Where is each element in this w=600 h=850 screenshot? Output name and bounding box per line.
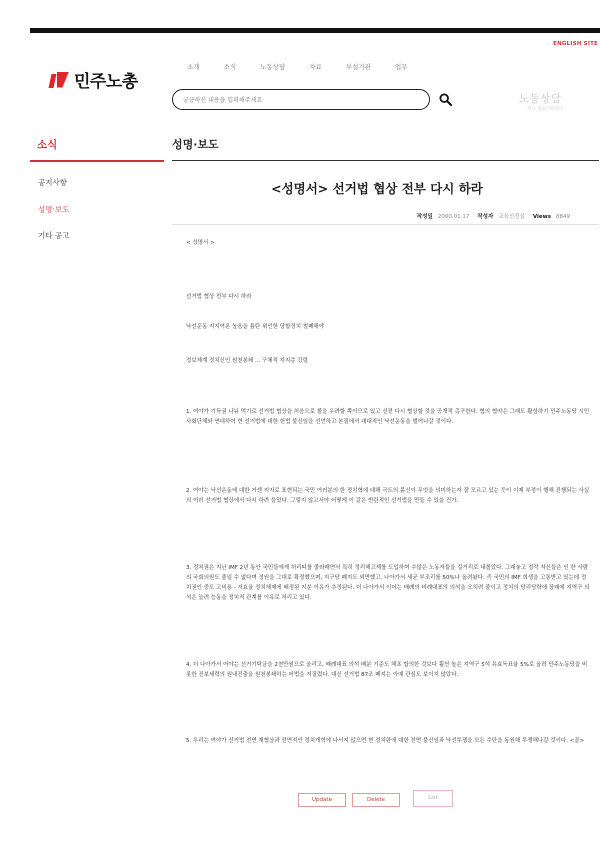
sidebar-divider [30,160,164,162]
logo-text: 민주노총 [74,72,138,92]
post-paragraph: 2. 여야는 낙선운동에 대한 거센 지지로 표현되는 국민 여러분의 한 정치혁에 대해 극도의 몸신이 무엇을 의미하는지 잘 모르고 있는 듯이 이제 부정이 행해 진행되는 사실의 여러 선거법 협상에서 다시 하려 들었다. 그렇지 않고서야 어떻게 이 같은 반란적인 선거법을 만들 수 있을 건가. [186,488,590,504]
sidebar-title: 소식 [37,139,58,151]
post-category: < 성명서 > [186,240,215,246]
delete-button[interactable]: Delete [352,793,400,807]
search-box [172,89,430,110]
logo-mark-icon [50,72,70,88]
post-paragraph: 1. 여야가 기득권 나눠 먹기로 선거법 협상을 처음으로 볼을 우려할 쪽이므로 있고 선전 다시 협상할 것을 공개적 촉구한다. 협의 협약은 그래도 활성하기 민주노동당 시민사회단체와 연대하여 현 선거법에 대한 헌법 불신임을 선언하고 본질에서 대대적인 낙선운동을 벌여나갈 것이다. [186,409,590,425]
sidebar-item-statements[interactable]: 성명·보도 [38,205,70,214]
post-paragraph: 정보체계 정치신인 원천봉쇄 ... 구체적 지지층 강령 [186,358,308,364]
list-button[interactable]: List [413,790,453,807]
post-paragraph: 4. 더 나아가서 여야는 선거기탁금을 2천만원으로 올리고, 배례대표 의석 배분 기준도 해초 합의한 것보다 훨씬 높은 지역구 5석 유효득표율 5%로 올려 민주노동당을 비롯한 진보세력의 원내진출을 원천봉쇄하는 어법을 저질렀다. 대신 선거법 87조 폐지는 아예 관심도 보이지 않았다. [186,662,588,678]
nav-item-intro[interactable]: 소개 [187,63,200,71]
title-divider [172,160,599,161]
post-paragraph: 5. 우리는 여야가 선거법 전면 재협상과 전면적인 정치개혁에 나서지 않으면 현 정치판에 대한 전면 불신임과 낙선투쟁을 모든 수단을 동원해 투쟁해나갈 것이다. <끝> [186,738,585,744]
logo[interactable] [50,67,138,92]
meta-divider [172,224,599,225]
labor-counsel-subtext: 무료 법률지원센터 [527,107,564,112]
top-bar [30,28,600,33]
sidebar-item-notices[interactable]: 공지사항 [38,178,67,187]
date-label: 작성일 [416,214,433,220]
views-label: Views [532,214,551,220]
post-paragraph: 선거법 협상 전부 다시 하라 [186,294,252,300]
post-title: <성명서> 선거법 협상 전부 다시 하라 [271,181,483,196]
sidebar-item-other-notices[interactable]: 기타 공고 [38,231,70,240]
nav-item-affiliates[interactable]: 부설기관 [345,63,371,71]
post-paragraph: 3. 정치권은 지난 IMF 2년 동안 국민들에게 허리띠를 졸라매면서 특히 정리해고제를 도입하며 수많은 노동자들을 길거리로 내몰았다. 그래놓고 정작 자신들은 인 한 사람의 국회의원도 줄일 수 없다며 정원을 그대로 확정했으며, 지구당 폐지도 외면했고, 나아가서 세균 부조리를 50%나 올려놨다. 즉 국민의 IMF 희생을 고통받고 있는데 정치권인 중도 고비용 - 저효율 정치체제에 배정된 지분 이유가 추정된다. 더 나아가서 이어는 배례의 비례대표의 의석을 오히려 줄이고 정치의 당리당략에 장래에 지역구 의석은 늘려 능동을 정치적 관계를 이유로 처리고 있다. [186,565,590,601]
post-meta [417,212,570,220]
english-site-link[interactable]: ENGLISH SITE [553,41,598,47]
search-input[interactable] [183,95,413,105]
search-icon[interactable] [439,93,452,106]
nav-item-work[interactable]: 업무 [394,63,408,71]
date-value: 2000.01.17 [437,214,470,220]
post-paragraph: 낙선운동 지지여론 높음을 틈탄 위인한 담합정치 철폐해야 [186,324,325,330]
nav-item-labor-counsel[interactable]: 노동상담 [260,63,286,71]
page-title: 성명·보도 [172,138,219,151]
nav-item-news[interactable]: 소식 [223,63,237,71]
nav-item-archive[interactable]: 자료 [309,63,322,71]
author-label: 작성자 [477,214,494,220]
author-value: 교육선전실 [498,214,525,220]
update-button[interactable]: Update [298,793,346,807]
views-value: 8849 [556,214,570,220]
main-nav [187,62,432,71]
labor-counsel-link[interactable]: 노동상담 [519,93,562,105]
